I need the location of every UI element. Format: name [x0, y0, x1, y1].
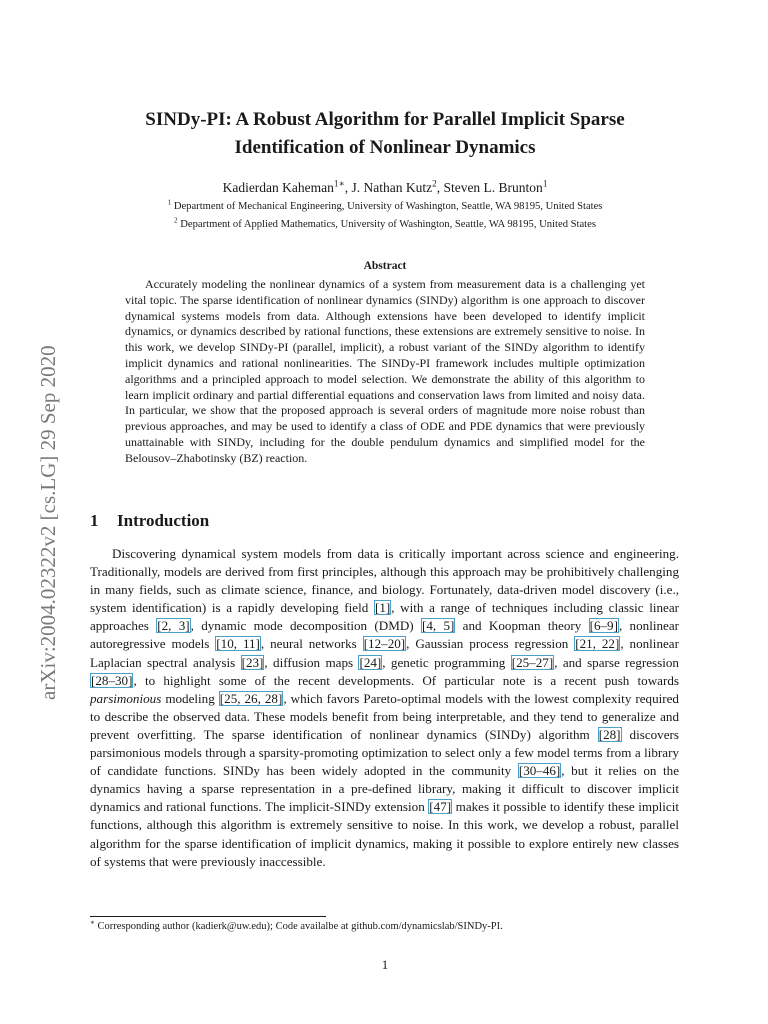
affiliation-2: [90, 216, 680, 230]
body-text: , genetic programming: [382, 654, 511, 670]
citation-link[interactable]: [23]: [241, 654, 264, 670]
author-affiliation-mark: 2: [432, 178, 437, 189]
author-name: Kadierdan Kaheman: [222, 180, 334, 195]
affiliation-text: Department of Applied Mathematics, University of Washington, Seattle, WA 98195, United States: [177, 219, 596, 230]
author-list: [90, 180, 680, 196]
affiliation-mark: 1: [167, 198, 172, 207]
citation-link[interactable]: [28]: [598, 726, 621, 742]
introduction-body: [90, 545, 679, 871]
body-text: , which favors Pareto-optimal models with the lowest complexity required to describe the observed data. These models benefit from being interpretable, and they tend to generalize and prevent overfitting. The sparse identification of nonlinear dynamics (SINDy) algorithm: [90, 690, 679, 742]
citation-link[interactable]: [30–46]: [518, 763, 561, 779]
body-text: , but it relies on the dynamics having a sparse representation in a pre-defined library, making it difficult to discover implicit dynamics and rational functions. The implicit-SINDy extension: [90, 763, 680, 815]
body-text: , nonlinear Laplacian spectral analysis: [90, 636, 679, 670]
affiliation-mark: 2: [174, 216, 178, 225]
citation-link[interactable]: [21, 22]: [575, 636, 620, 652]
author-separator: ,: [344, 180, 352, 195]
title-line-1: SINDy-PI: A Robust Algorithm for Parallel Implicit Sparse: [145, 109, 625, 130]
paper-title: [90, 106, 680, 162]
body-text: makes it possible to identify these implicit functions, although this algorithm is extremely sensitive to noise. In this work, we develop a robust, parallel algorithm for the sparse identification of implicit dynamics, making it possible to explore entirely new classes of systems that were previously inaccessible.: [90, 799, 679, 869]
footnote-text: Corresponding author (kadierk@uw.edu); Code availalbe at github.com/dynamicslab/SINDy-PI.: [94, 921, 503, 932]
affiliation-1: [90, 198, 680, 212]
body-text: , and sparse regression: [554, 654, 679, 670]
footnote-rule: [90, 916, 326, 917]
body-text: , dynamic mode decomposition (DMD): [190, 618, 421, 634]
abstract-heading: Abstract: [363, 260, 407, 272]
page-number: 1: [381, 957, 389, 972]
body-text: , nonlinear autoregressive models: [90, 618, 679, 652]
body-text: modeling: [161, 690, 219, 706]
body-text: , neural networks: [260, 636, 363, 652]
author-name: Steven L. Brunton: [443, 180, 543, 195]
body-text: , to highlight some of the recent developments. Of particular note is a recent push towards: [133, 672, 679, 688]
footnote: [90, 918, 680, 932]
author-name: J. Nathan Kutz: [351, 180, 433, 195]
body-text: , with a range of techniques including classic linear approaches: [90, 600, 679, 634]
body-text: Discovering dynamical system models from data is critically important across science and engineering. Traditionally, models are derived from first principles, although this approach may be prohibitively challenging in many fields, such as climate science, finance, and biology. Fortunately, data-driven model discovery (i.e., system identification) is a rapidly developing field: [90, 546, 679, 616]
title-line-2: Identification of Nonlinear Dynamics: [234, 137, 536, 158]
citation-link[interactable]: [12–20]: [363, 636, 406, 652]
section-title: Introduction: [117, 511, 210, 530]
author-separator: ,: [436, 180, 444, 195]
citation-link[interactable]: [47]: [429, 799, 452, 815]
author-affiliation-mark: 1: [542, 178, 548, 189]
body-text: , Gaussian process regression: [406, 636, 575, 652]
citation-link[interactable]: [4, 5]: [421, 618, 455, 634]
emphasized-term: parsimonious: [90, 690, 162, 706]
citation-link[interactable]: [25–27]: [511, 654, 554, 670]
section-number: 1: [90, 511, 99, 530]
citation-link[interactable]: [25, 26, 28]: [219, 690, 283, 706]
section-heading: [90, 511, 680, 531]
body-text: discovers parsimonious models through a sparsity-promoting optimization to select only a few model terms from a library of candidate functions. SINDy has been widely adopted in the community: [90, 726, 679, 779]
citation-link[interactable]: [1]: [374, 600, 391, 616]
author-affiliation-mark: 1∗: [333, 178, 345, 189]
affiliation-text: Department of Mechanical Engineering, University of Washington, Seattle, WA 98195, United States: [171, 201, 603, 212]
arxiv-stamp: arXiv:2004.02322v2 [cs.LG] 29 Sep 2020: [36, 345, 60, 700]
body-text: , diffusion maps: [264, 654, 359, 670]
abstract-paragraph: Accurately modeling the nonlinear dynamics of a system from measurement data is a challenging yet vital topic. The sparse identification of nonlinear dynamics (SINDy) algorithm is one approach to discover dynamical systems models from data. Although extensions have been developed to identify implicit dynamics, or dynamics described by rational functions, these extensions are extremely sensitive to noise. In this work, we develop SINDy-PI (parallel, implicit), a robust variant of the SINDy algorithm to identify implicit dynamics and rational nonlinearities. The SINDy-PI framework includes multiple optimization algorithms and a principled approach to model selection. We demonstrate the ability of this algorithm to learn implicit ordinary and partial differential equations and conservation laws from limited and noisy data. In particular, we show that the proposed approach is several orders of magnitude more noise robust than previous approaches, and may be used to identify a class of ODE and PDE dynamics that were previously unattainable with SINDy, including for the double pendulum dynamics and simplified model for the Belousov–Zhabotinsky (BZ) reaction.: [125, 277, 645, 465]
citation-link[interactable]: [24]: [359, 654, 382, 670]
body-text: and Koopman theory: [455, 618, 589, 634]
abstract: [125, 277, 645, 467]
footnote-mark: ∗: [90, 918, 95, 927]
citation-link[interactable]: [10, 11]: [216, 636, 260, 652]
citation-link[interactable]: [6–9]: [589, 618, 618, 634]
citation-link[interactable]: [2, 3]: [157, 618, 190, 634]
introduction-paragraph: [90, 545, 679, 871]
citation-link[interactable]: [28–30]: [91, 672, 133, 688]
